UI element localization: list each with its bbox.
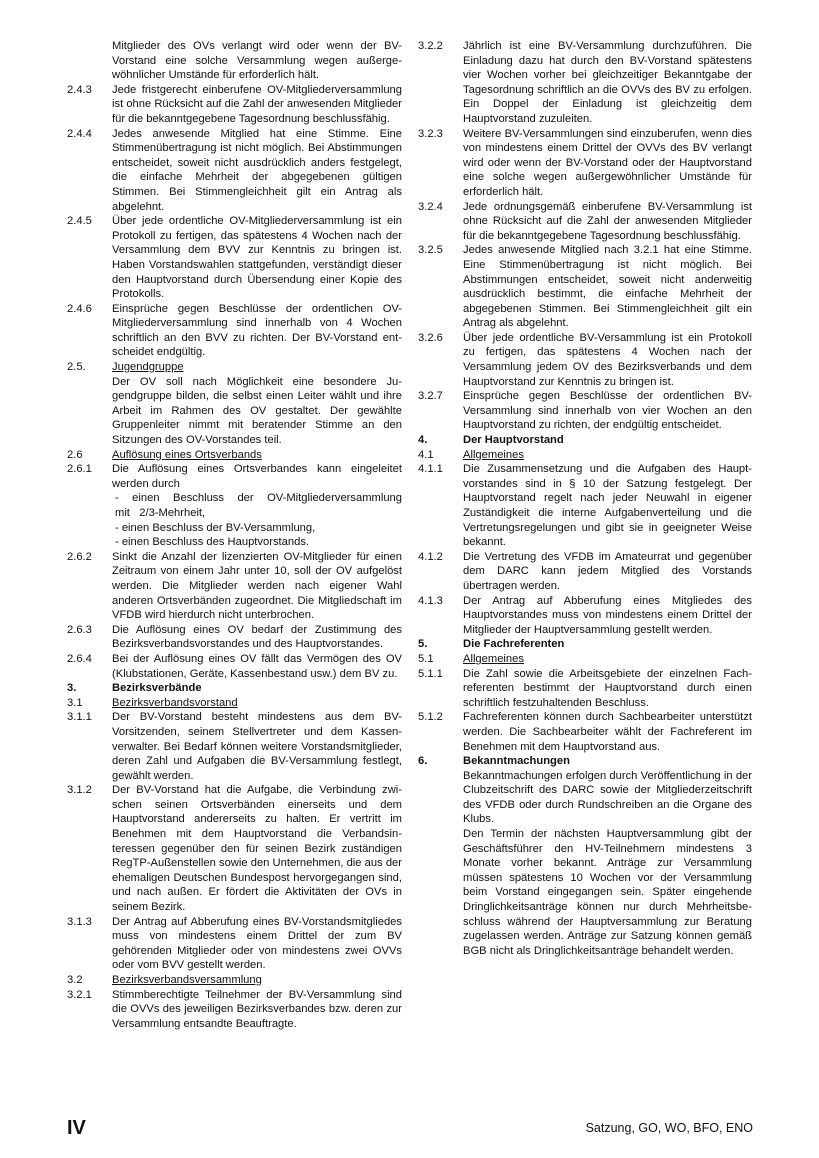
section-number: 3.2 [67, 974, 83, 986]
section-text: Die Auflösung eines OV bedarf der Zustimmung des Bezirksverbandsvorstandes und des Hauptvorstandes. [112, 623, 402, 651]
section-number: 4. [418, 434, 428, 447]
section-number: 2.4.6 [67, 302, 92, 315]
section-number [67, 375, 112, 448]
section-heading: Der Hauptvorstand [463, 434, 564, 447]
paragraph [67, 448, 402, 463]
section-number: 2.4.5 [67, 215, 92, 228]
paragraph [418, 331, 752, 389]
right-column [418, 39, 752, 958]
section-text [112, 448, 402, 463]
section-number: 3.2.3 [418, 127, 443, 140]
section-number: 4.1.3 [418, 594, 443, 607]
paragraph [418, 652, 752, 667]
paragraph [67, 681, 402, 696]
section-text [463, 652, 752, 667]
section-number: 3.2.1 [67, 988, 92, 1001]
section-text: Die Zusammensetzung und die Aufgaben des Hauptvorstandes sind in § 10 der Satzung festgelegt. Der Hauptvorstand regelt nach jeder Neuwahl in eigener Zuständigkeit die interne Aufgabenverteilung und die Vertretungsregelungen und gibt sie in geeigneter Weise bekannt. [463, 463, 752, 549]
paragraph [67, 462, 402, 491]
paragraph [67, 83, 402, 127]
section-number [418, 769, 463, 827]
page-number: IV [67, 1117, 86, 1139]
section-text: Sinkt die Anzahl der lizenzierten OV-Mitglieder für einen Zeitraum von einem Jahr unter 10, soll der OV aufgelöst werden. Die Mitglieder werden nach eigener Wahl anderen Ortsverbänden zugeordnet. Die Mitgliedschaft im VFDB wird hierdurch nicht unterbrochen. [112, 550, 402, 622]
paragraph [67, 550, 402, 623]
section-text: Die Zahl sowie die Arbeitsgebiete der einzelnen Fachreferenten bestimmt der Hauptvorstand durch einen schriftlich festzuhaltenden Beschluss. [463, 667, 752, 709]
subsection-heading: Auflösung eines Ortsverbands [112, 448, 262, 461]
section-text: - einen Beschluss der BV-Versammlung, [115, 521, 316, 534]
paragraph [67, 783, 402, 914]
section-text: Der BV-Vorstand besteht mindestens aus dem BV-Vorsitzenden, seinem Stellvertreter und dem Kassenverwalter. Bei Bedarf können weitere Vorstandsmitglieder, deren Zahl und Aufgaben die BV-Versammlung festlegt, gewählt werden. [112, 711, 402, 782]
subsection-heading: Allgemeines [463, 448, 524, 461]
paragraph [67, 623, 402, 652]
paragraph [418, 594, 752, 638]
section-text: Mitglieder des OVs verlangt wird oder wenn der BV-Vorstand eine solche Versammlung wegen außergewöhnlicher Umstände für erforderlich hält. [112, 40, 402, 82]
section-number [67, 535, 112, 550]
section-text: Der Antrag auf Abberufung eines Mitgliedes des Hauptvorstandes muss von mindestens einem Drittel der Mitglieder der Hauptversammlung gestellt werden. [463, 594, 752, 636]
section-number: 2.4.4 [67, 127, 92, 140]
paragraph [418, 127, 752, 200]
section-text: Fachreferenten können durch Sachbearbeiter unterstützt werden. Die Sachbearbeiter wählt der Fachreferent im Benehmen mit dem Hauptvorstand aus. [463, 711, 752, 753]
section-text: Bekanntmachungen erfolgen durch Veröffentlichung in der Clubzeitschrift des DARC sowie der Mitgliederzeitschrift des VFDB oder durch Rundschreiben an die Organe des Klubs. [463, 769, 752, 826]
section-text: Einsprüche gegen Beschlüsse der ordentlichen BV-Versammlung sind innerhalb von vier Wochen an den Hauptvorstand zu richten, der endgültig entscheidet. [463, 390, 752, 432]
paragraph [418, 462, 752, 550]
section-text: Die Auflösung eines Ortsverbandes kann eingeleitet werden durch [112, 463, 402, 490]
section-heading: Die Fachreferenten [463, 638, 565, 651]
section-number: 3. [67, 682, 77, 695]
section-number: 2.5. [67, 361, 86, 374]
left-column [67, 39, 402, 1031]
paragraph [418, 827, 752, 958]
section-number: 4.1.1 [418, 463, 443, 476]
section-text: Der Antrag auf Abberufung eines BV-Vorstandsmitgliedes muss von mindestens einem Drittel der zum BV gehörenden Mitglieder oder von mindestens zwei OVVs oder vom BVV gestellt werden. [112, 915, 402, 972]
paragraph [67, 375, 402, 448]
section-text [112, 360, 402, 375]
section-number: 5.1 [418, 652, 434, 665]
section-number: 3.2.2 [418, 40, 443, 52]
section-text: Die Vertretung des VFDB im Amateurrat und gegenüber dem DARC kann jedem Mitglied des Vorstands übertragen werden. [463, 550, 752, 592]
section-text: - einen Beschluss des Hauptvorstands. [115, 536, 310, 549]
section-text: Der OV soll nach Möglichkeit eine besondere Jugendgruppe bilden, die selbst einen Leiter wählt und ihre Arbeit im Rahmen des OV gestaltet. Der gewählte Gruppenleiter nimmt mit beratender Stimme an den Sitzungen des OV-Vorstandes teil. [112, 375, 402, 447]
section-text: Einsprüche gegen Beschlüsse der ordentlichen OV-Mitgliederversammlung sind innerhalb von 4 Wochen schriftlich an den BVV zu richten. Der BV-Vorstand entscheidet endgültig. [112, 302, 402, 359]
section-number: 3.1 [67, 696, 83, 709]
section-number: 3.1.3 [67, 915, 92, 928]
section-text: Jede fristgerecht einberufene OV-Mitgliederversammlung ist ohne Rücksicht auf die Zahl der anwesenden Mitglieder für die bekanntgegebene Tagesordnung beschlussfähig. [112, 83, 402, 125]
section-number: 2.6.2 [67, 550, 92, 563]
section-number: 2.6.4 [67, 652, 92, 665]
section-text: Jede ordnungsgemäß einberufene BV-Versammlung ist ohne Rücksicht auf die Zahl der anwesenden Mitglieder für die bekanntgegebene Tagesordnung beschlussfähig. [463, 200, 752, 242]
paragraph [418, 637, 752, 652]
section-text: Stimmberechtigte Teilnehmer der BV-Versammlung sind die OVVs des jeweiligen Bezirksverbandes bzw. deren zur Versammlung entsandte Beauftragte. [112, 988, 402, 1030]
section-text: Jedes anwesende Mitglied hat eine Stimme. Eine Stimmenübertragung ist nicht möglich. Bei Abstimmungen entscheidet, soweit nicht ausdrücklich anders festgelegt, die einfache Mehrheit der abgegebenen gültigen Stimmen. Bei Stimmengleichheit gilt ein Antrag als abgelehnt. [112, 127, 402, 213]
section-text: Jedes anwesende Mitglied nach 3.2.1 hat eine Stimme. Eine Stimmenübertragung ist nicht möglich. Bei Abstimmungen entscheidet, soweit nicht anderweitig ausdrücklich bestimmt, die einfache Mehrheit der abgegebenen Stimmen. Bei Stimmengleichheit gilt ein Antrag als abgelehnt. [463, 244, 752, 330]
paragraph [418, 754, 752, 769]
section-number [67, 491, 112, 520]
section-number: 4.1 [418, 448, 434, 461]
subsection-heading: Bezirksverbandsvorstand [112, 696, 238, 709]
section-number: 3.2.6 [418, 331, 443, 344]
section-text: Über jede ordentliche OV-Mitgliederversammlung ist ein Protokoll zu fertigen, das spätestens 4 Wochen nach der Versammlung dem BVV zur Kenntnis zu bringen ist. Haben Vorstandswahlen stattgefunden, verständigt dieser den Hauptvorstand durch Übersendung einer Kopie des Protokolls. [112, 215, 402, 301]
paragraph [418, 550, 752, 594]
paragraph [418, 710, 752, 754]
section-number: 2.6.3 [67, 623, 92, 636]
subsection-heading: Allgemeines [463, 652, 524, 665]
section-number: 2.4.3 [67, 83, 92, 96]
paragraph [67, 973, 402, 988]
paragraph [67, 214, 402, 302]
document-title: Satzung, GO, WO, BFO, ENO [585, 1121, 753, 1135]
section-heading: Bekanntmachungen [463, 755, 570, 768]
section-text: Den Termin der nächsten Hauptversammlung gibt der Geschäftsführer den HV-Teilnehmern mindestens 3 Monate vorher bekannt. Anträge zur Versammlung müssen spätestens 10 Wochen vor der Versammlung beim Vorstand eingegangen sein. Später eingehende Dringlichkeitsanträge können nur durch Mehrheitsbeschluss während der Hauptversammlung zur Beratung zugelassen werden. Anträge zur Satzung können gemäß BGB nicht als Dringlichkeitsanträge behandelt werden. [463, 828, 752, 957]
subsection-heading: Bezirksverbandsversammlung [112, 974, 262, 986]
section-number: 3.1.2 [67, 784, 92, 797]
section-text: Über jede ordentliche BV-Versammlung ist ein Protokoll zu fertigen, das spätestens 4 Wochen nach der Versammlung jedem OV des Bezirksverbands und dem Hauptvorstand zur Kenntnis zu bringen ist. [463, 331, 752, 388]
section-text: Jährlich ist eine BV-Versammlung durchzuführen. Die Einladung dazu hat durch den BV-Vorstand spätestens vier Wochen vorher bei gleichzeitiger Bekanntgabe der Tagesordnung schriftlich an die OVVs des BV zu erfolgen. Ein Doppel der Einladung ist gleichzeitig dem Hauptvorstand zuzuleiten. [463, 40, 752, 125]
section-heading: Bezirksverbände [112, 682, 202, 695]
paragraph [67, 521, 402, 536]
section-text [463, 448, 752, 463]
section-number: 5.1.2 [418, 711, 443, 724]
section-number: 3.2.5 [418, 244, 443, 257]
paragraph [67, 39, 402, 83]
paragraph [418, 39, 752, 127]
section-number: 2.6 [67, 448, 83, 461]
section-number [418, 827, 463, 958]
section-text: Bei der Auflösung eines OV fällt das Vermögen des OV (Klubstationen, Geräte, Kassenbestand usw.) dem BV zu. [112, 652, 402, 680]
paragraph [67, 360, 402, 375]
section-text [112, 696, 402, 711]
section-number: 2.6.1 [67, 463, 92, 476]
section-text: Weitere BV-Versammlungen sind einzuberufen, wenn dies von mindestens einem Drittel der OVVs des BV verlangt wird oder wenn der BV-Vorstand oder der Hauptvorstand eine solche wegen außergewöhnlicher Umstände für erforderlich hält. [463, 127, 752, 198]
section-number [67, 39, 112, 83]
paragraph [67, 652, 402, 681]
section-number: 3.1.1 [67, 711, 92, 724]
paragraph [418, 389, 752, 433]
paragraph [67, 535, 402, 550]
section-text [112, 973, 402, 988]
paragraph [418, 433, 752, 448]
paragraph [67, 127, 402, 215]
section-number: 3.2.7 [418, 390, 443, 403]
subsection-heading: Jugendgruppe [112, 361, 184, 374]
section-number: 6. [418, 755, 428, 768]
paragraph [418, 200, 752, 244]
paragraph [67, 710, 402, 783]
section-text: Der BV-Vorstand hat die Aufgabe, die Verbindung zwischen seinen Ortsverbänden einerseits und dem Hauptvorstand andererseits zu halten. Er vertritt im Benehmen mit dem Hauptvorstand die Verbandsinteressen gegenüber den für seinen Bezirk zuständigen RegTP-Außenstellen sowie den Unternehmen, die aus der ehemaligen Deutschen Bundespost hervorgegangen sind, und nach außen. Er fördert die Aktivitäten der OVs in seinem Bezirk. [112, 784, 402, 914]
section-number: 5.1.1 [418, 667, 443, 680]
section-number [67, 521, 112, 536]
paragraph [67, 915, 402, 973]
paragraph [418, 243, 752, 331]
paragraph [67, 696, 402, 711]
section-number: 4.1.2 [418, 550, 443, 563]
paragraph [418, 769, 752, 827]
paragraph [67, 491, 402, 520]
paragraph [67, 302, 402, 360]
section-number: 3.2.4 [418, 200, 443, 213]
section-number: 5. [418, 638, 428, 651]
paragraph [67, 988, 402, 1032]
paragraph [418, 667, 752, 711]
paragraph [418, 448, 752, 463]
section-text: - einen Beschluss der OV-Mitgliederversammlung mit 2/3-Mehrheit, [115, 492, 402, 519]
